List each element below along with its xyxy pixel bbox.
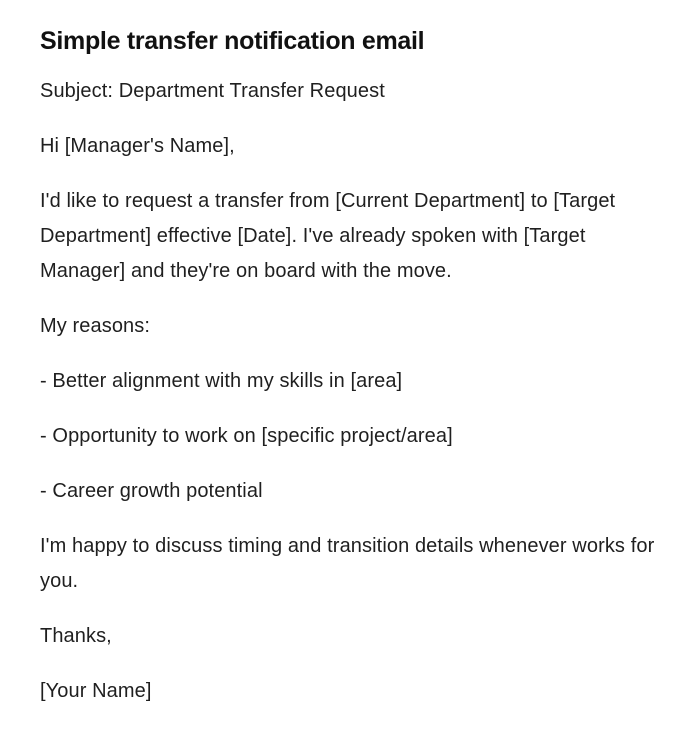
email-greeting: Hi [Manager's Name],	[40, 135, 235, 157]
document-title: Simple transfer notification email	[40, 27, 425, 55]
email-signature: [Your Name]	[40, 680, 152, 702]
reason-item: - Career growth potential	[40, 480, 263, 502]
email-closing: I'm happy to discuss timing and transition details whenever works for you.	[40, 535, 661, 592]
email-subject: Subject: Department Transfer Request	[40, 80, 385, 102]
reason-item: - Opportunity to work on [specific project/area]	[40, 425, 453, 447]
reason-item: - Better alignment with my skills in [area]	[40, 370, 403, 392]
reasons-heading: My reasons:	[40, 315, 151, 337]
email-body-request: I'd like to request a transfer from [Current Department] to [Target Department] effective [Date]. I've already spoken with [Target Manager] and they're on board with the move.	[40, 190, 621, 282]
email-signoff: Thanks,	[40, 625, 112, 647]
